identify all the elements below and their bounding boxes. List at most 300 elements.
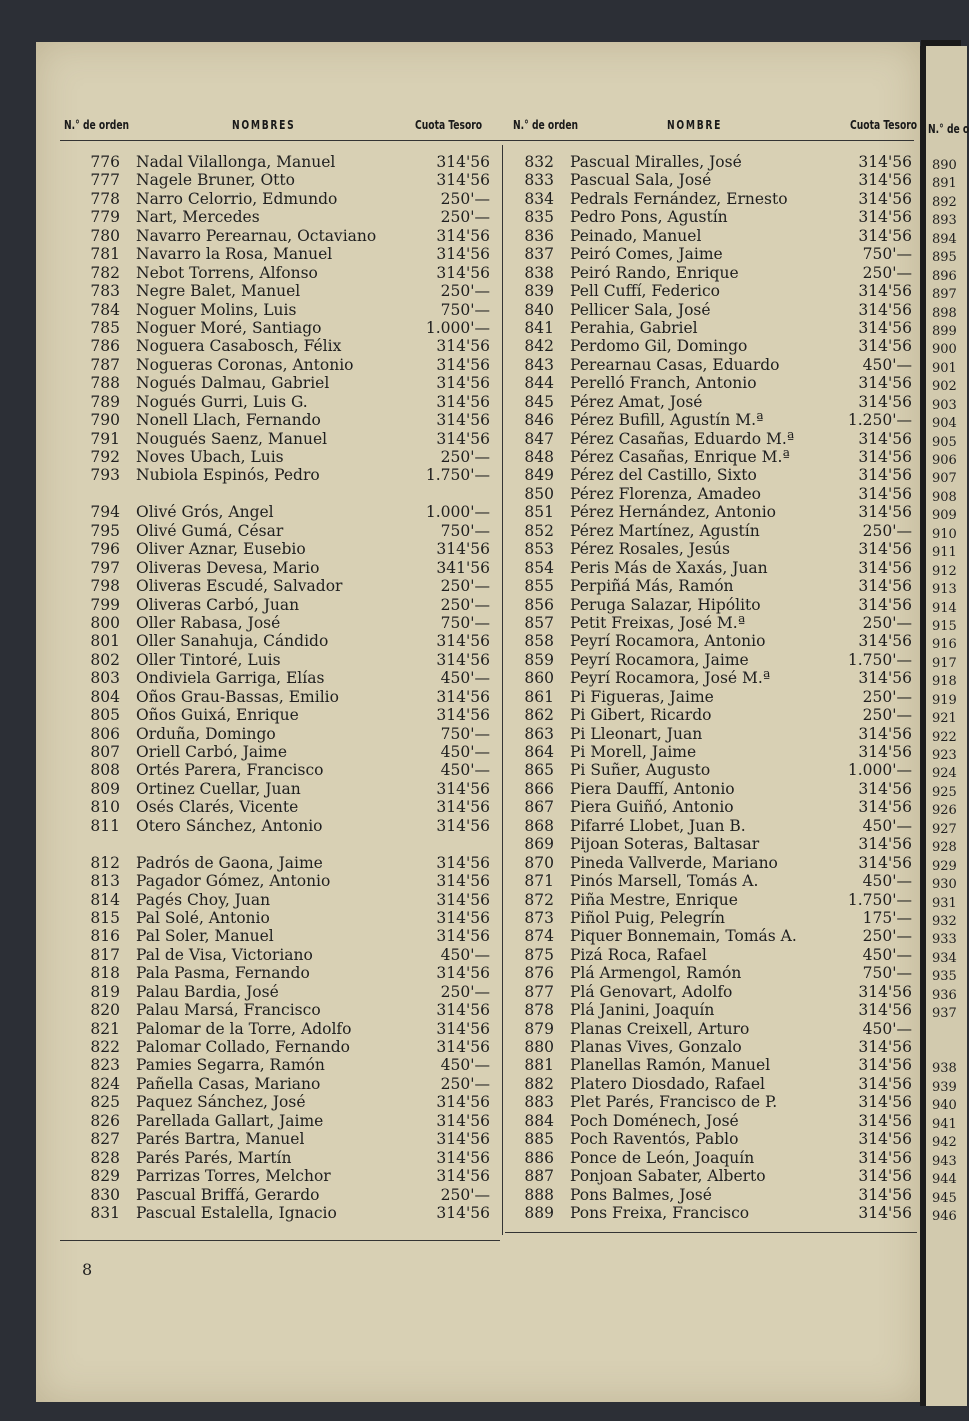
next-page-order-number: 896: [932, 268, 957, 284]
order-number: 881: [524, 1056, 554, 1075]
member-name: Noguera Casabosch, Félix: [136, 337, 342, 356]
next-page-order-number: 925: [932, 784, 957, 800]
order-number: 889: [524, 1203, 554, 1222]
member-name: Peiró Rando, Enrique: [570, 263, 739, 282]
member-name: Nonell Llach, Fernando: [136, 411, 321, 430]
member-name: Palomar Collado, Fernando: [136, 1038, 350, 1056]
next-page-order-number: 909: [932, 508, 957, 524]
member-name: Pijoan Soteras, Baltasar: [570, 835, 760, 854]
next-page-order-number: 914: [932, 600, 957, 616]
next-page-order-number: 940: [932, 1098, 957, 1114]
quota-amount: 314'56: [858, 189, 912, 208]
header-orden-right: N.° de orden: [513, 118, 579, 132]
member-name: Piña Mestre, Enrique: [570, 890, 738, 909]
next-page-order-number: 912: [932, 563, 957, 579]
quota-amount: 750'—: [440, 521, 490, 540]
member-name: Oller Tintoré, Luis: [136, 650, 281, 669]
quota-amount: 1.000'—: [847, 761, 912, 780]
order-number: 884: [524, 1111, 554, 1130]
header-cuota-right: Cuota Tesoro: [850, 118, 918, 132]
quota-amount: 450'—: [440, 1056, 490, 1075]
member-name: Pérez Casañas, Eduardo M.ª: [570, 429, 795, 448]
next-page-order-number: 904: [932, 416, 957, 432]
member-name: Nougués Saenz, Manuel: [136, 429, 328, 448]
member-name: Noves Ubach, Luis: [136, 448, 284, 466]
next-page-order-number: 937: [932, 1006, 957, 1022]
quota-amount: 314'56: [858, 558, 912, 577]
order-number: 840: [524, 300, 554, 319]
order-number: 857: [524, 613, 554, 632]
member-name: Planellas Ramón, Manuel: [570, 1056, 771, 1075]
quota-amount: 314'56: [858, 1203, 912, 1222]
order-number: 872: [524, 890, 554, 909]
order-number: 882: [524, 1074, 554, 1093]
member-name: Peyrí Rocamora, Antonio: [570, 632, 766, 651]
order-number: 819: [90, 982, 120, 1001]
quota-amount: 1.000'—: [425, 318, 490, 337]
member-name: Padrós de Gaona, Jaime: [136, 853, 323, 872]
footer-rule-left: [60, 1240, 500, 1241]
next-page-order-number: 908: [932, 489, 957, 505]
quota-amount: 1.750'—: [847, 890, 912, 909]
quota-amount: 450'—: [862, 355, 912, 374]
quota-amount: 314'56: [436, 263, 490, 282]
member-name: Pifarré Llobet, Juan B.: [570, 816, 746, 835]
order-number: 855: [524, 577, 554, 596]
member-name: Navarro la Rosa, Manuel: [136, 245, 333, 264]
quota-amount: 314'56: [436, 1111, 490, 1130]
order-number: 839: [524, 282, 554, 301]
order-number: 843: [524, 355, 554, 374]
quota-amount: 314'56: [858, 1038, 912, 1056]
quota-amount: 750'—: [862, 964, 912, 983]
next-page-order-number: 899: [932, 323, 957, 339]
member-name: Pérez Florenza, Amadeo: [570, 484, 762, 503]
order-number: 852: [524, 521, 554, 540]
order-number: 807: [90, 743, 120, 761]
member-name: Paquez Sánchez, José: [136, 1093, 306, 1112]
header-cuota-left: Cuota Tesoro: [415, 118, 483, 132]
member-name: Orduña, Domingo: [136, 724, 276, 743]
order-number: 847: [524, 429, 554, 448]
next-page-order-number: 905: [932, 434, 957, 450]
order-number: 779: [90, 208, 120, 227]
quota-amount: 314'56: [858, 743, 912, 761]
member-name: Osés Clarés, Vicente: [136, 798, 299, 817]
next-page-order-number: 933: [932, 932, 957, 948]
order-number: 810: [90, 798, 120, 817]
quota-amount: 314'56: [858, 835, 912, 854]
order-number: 799: [90, 595, 120, 614]
member-name: Perahia, Gabriel: [570, 318, 698, 337]
next-page-order-number: 895: [932, 250, 957, 266]
quota-amount: 314'56: [858, 300, 912, 319]
member-name: Olivé Gumá, César: [136, 521, 284, 540]
quota-amount: 314'56: [858, 503, 912, 522]
quota-amount: 1.250'—: [847, 411, 912, 430]
member-name: Perpiñá Más, Ramón: [570, 577, 734, 596]
member-name: Ponjoan Sabater, Alberto: [570, 1167, 766, 1186]
member-name: Peris Más de Xaxás, Juan: [570, 558, 768, 577]
quota-amount: 314'56: [436, 1001, 490, 1020]
member-name: Pellicer Sala, José: [570, 300, 711, 319]
order-number: 868: [524, 816, 554, 835]
member-name: Pala Pasma, Fernando: [136, 964, 310, 983]
order-number: 780: [90, 226, 120, 245]
order-number: 838: [524, 263, 554, 282]
order-number: 849: [524, 466, 554, 485]
quota-amount: 314'56: [436, 226, 490, 245]
next-page-order-number: 928: [932, 840, 957, 856]
next-page-order-number: 926: [932, 803, 957, 819]
member-name: Pinós Marsell, Tomás A.: [570, 872, 759, 891]
member-name: Negre Balet, Manuel: [136, 282, 301, 301]
order-number: 883: [524, 1093, 554, 1112]
order-number: 781: [90, 245, 120, 264]
order-number: 813: [90, 872, 120, 891]
quota-amount: 250'—: [440, 189, 490, 208]
order-number: 866: [524, 779, 554, 798]
member-name: Noguer Moré, Santiago: [136, 318, 322, 337]
next-page-order-number: 923: [932, 748, 957, 763]
order-number: 888: [524, 1185, 554, 1204]
order-number: 791: [90, 429, 120, 448]
order-number: 776: [90, 153, 120, 171]
member-name: Pérez Rosales, Jesús: [570, 540, 730, 559]
next-page-order-number: 945: [932, 1190, 957, 1206]
order-number: 800: [90, 613, 120, 632]
next-page-order-number: 915: [932, 618, 957, 634]
order-number: 828: [90, 1148, 120, 1167]
member-name: Pi Gibert, Ricardo: [570, 706, 712, 725]
quota-amount: 314'56: [436, 1093, 490, 1112]
quota-amount: 314'56: [436, 429, 490, 448]
quota-amount: 314'56: [436, 798, 490, 817]
quota-amount: 314'56: [858, 153, 912, 171]
next-page-order-number: 890: [932, 158, 957, 173]
order-number: 850: [524, 484, 554, 503]
member-name: Pascual Sala, José: [570, 171, 712, 190]
next-page-order-number: 903: [932, 397, 957, 413]
member-name: Ortés Parera, Francisco: [136, 761, 324, 780]
member-name: Poch Doménech, José: [570, 1111, 739, 1130]
quota-amount: 314'56: [436, 650, 490, 669]
quota-amount: 314'56: [436, 927, 490, 946]
member-name: Pérez Amat, José: [570, 392, 703, 411]
page-number: 8: [82, 1260, 93, 1279]
next-page-order-number: 907: [932, 471, 957, 487]
order-number: 858: [524, 632, 554, 651]
order-number: 783: [90, 282, 120, 301]
quota-amount: 314'56: [436, 890, 490, 909]
quota-amount: 314'56: [436, 1203, 490, 1222]
order-number: 867: [524, 798, 554, 817]
member-name: Nagele Bruner, Otto: [136, 171, 295, 190]
order-number: 835: [524, 208, 554, 227]
order-number: 832: [524, 153, 554, 171]
quota-amount: 250'—: [862, 521, 912, 540]
order-number: 854: [524, 558, 554, 577]
quota-amount: 250'—: [440, 1074, 490, 1093]
order-number: 863: [524, 724, 554, 743]
member-name: Oliveras Escudé, Salvador: [136, 577, 343, 596]
next-page-order-number: 946: [932, 1208, 957, 1224]
member-name: Plá Janini, Joaquín: [570, 1001, 715, 1020]
next-page-order-number: 927: [932, 821, 957, 837]
member-name: Perearnau Casas, Eduardo: [570, 355, 780, 374]
member-name: Oliveras Devesa, Mario: [136, 558, 320, 577]
member-name: Pi Suñer, Augusto: [570, 761, 711, 780]
header-nombres-left: NOMBRES: [232, 118, 296, 132]
member-name: Oller Sanahuja, Cándido: [136, 632, 329, 651]
quota-amount: 314'56: [858, 1185, 912, 1204]
order-number: 831: [90, 1203, 120, 1222]
quota-amount: 750'—: [862, 245, 912, 264]
order-number: 829: [90, 1167, 120, 1186]
quota-amount: 314'56: [858, 540, 912, 559]
member-name: Pañella Casas, Mariano: [136, 1074, 321, 1093]
quota-amount: 314'56: [858, 1001, 912, 1020]
next-page-order-number: 902: [932, 379, 957, 395]
next-page-order-number: 892: [932, 194, 957, 210]
member-name: Pell Cuffí, Federico: [570, 282, 720, 301]
member-name: Pérez del Castillo, Sixto: [570, 466, 757, 485]
quota-amount: 314'56: [858, 226, 912, 245]
member-name: Pal Solé, Antonio: [136, 908, 270, 927]
quota-amount: 1.750'—: [847, 650, 912, 669]
quota-amount: 314'56: [858, 1111, 912, 1130]
member-name: Oliveras Carbó, Juan: [136, 595, 300, 614]
quota-amount: 314'56: [858, 337, 912, 356]
member-name: Piñol Puig, Pelegrín: [570, 908, 726, 927]
order-number: 816: [90, 927, 120, 946]
next-page-order-number: 898: [932, 305, 957, 321]
quota-amount: 314'56: [436, 411, 490, 430]
next-page-order-number: 939: [932, 1079, 957, 1095]
order-number: 842: [524, 337, 554, 356]
header-rule: [60, 140, 914, 141]
member-name: Piquer Bonnemain, Tomás A.: [570, 927, 797, 946]
member-name: Olivé Grós, Angel: [136, 503, 274, 522]
order-number: 846: [524, 411, 554, 430]
member-name: Nebot Torrens, Alfonso: [136, 263, 318, 282]
order-number: 860: [524, 669, 554, 688]
quota-amount: 314'56: [858, 484, 912, 503]
member-name: Oller Rabasa, José: [136, 613, 281, 632]
next-page-order-number: 919: [932, 692, 957, 708]
order-number: 824: [90, 1074, 120, 1093]
quota-amount: 314'56: [436, 632, 490, 651]
quota-amount: 175'—: [862, 908, 912, 927]
quota-amount: 1.000'—: [425, 503, 490, 522]
next-page-order-number: 932: [932, 913, 957, 929]
order-number: 879: [524, 1019, 554, 1038]
quota-amount: 250'—: [440, 577, 490, 596]
order-number: 826: [90, 1111, 120, 1130]
order-number: 792: [90, 448, 120, 466]
member-name: Pi Figueras, Jaime: [570, 687, 714, 706]
member-name: Pérez Casañas, Enrique M.ª: [570, 448, 790, 466]
order-number: 841: [524, 318, 554, 337]
quota-amount: 314'56: [436, 1038, 490, 1056]
quota-amount: 314'56: [858, 1130, 912, 1149]
header-nombre-right: NOMBRE: [667, 118, 723, 132]
member-name: Pons Balmes, José: [570, 1185, 712, 1204]
next-page-order-number: 942: [932, 1135, 957, 1151]
member-name: Palau Marsá, Francisco: [136, 1001, 321, 1020]
member-name: Nart, Mercedes: [136, 208, 260, 227]
order-number: 785: [90, 318, 120, 337]
order-number: 880: [524, 1038, 554, 1056]
order-number: 806: [90, 724, 120, 743]
order-number: 887: [524, 1167, 554, 1186]
member-name: Plet Parés, Francisco de P.: [570, 1093, 778, 1112]
quota-amount: 314'56: [436, 171, 490, 190]
member-name: Pérez Hernández, Antonio: [570, 503, 777, 522]
order-number: 797: [90, 558, 120, 577]
quota-amount: 314'56: [858, 853, 912, 872]
member-name: Oños Grau-Bassas, Emilio: [136, 687, 339, 706]
order-number: 798: [90, 577, 120, 596]
next-page-order-number: 918: [932, 674, 957, 690]
member-name: Nogués Dalmau, Gabriel: [136, 374, 330, 393]
quota-amount: 341'56: [436, 558, 490, 577]
quota-amount: 314'56: [436, 779, 490, 798]
member-name: Peruga Salazar, Hipólito: [570, 595, 761, 614]
order-number: 777: [90, 171, 120, 190]
header-orden-left: N.° de orden: [64, 118, 130, 132]
member-name: Perdomo Gil, Domingo: [570, 337, 748, 356]
member-name: Pineda Vallverde, Mariano: [570, 853, 778, 872]
member-name: Pamies Segarra, Ramón: [136, 1056, 325, 1075]
order-number: 778: [90, 189, 120, 208]
quota-amount: 314'56: [858, 392, 912, 411]
order-number: 837: [524, 245, 554, 264]
member-name: Peyrí Rocamora, José M.ª: [570, 669, 771, 688]
order-number: 870: [524, 853, 554, 872]
member-name: Pérez Martínez, Agustín: [570, 521, 760, 540]
quota-amount: 750'—: [440, 300, 490, 319]
order-number: 820: [90, 1001, 120, 1020]
order-number: 862: [524, 706, 554, 725]
member-name: Pi Lleonart, Juan: [570, 724, 703, 743]
member-name: Nubiola Espinós, Pedro: [136, 466, 320, 485]
quota-amount: 314'56: [436, 337, 490, 356]
member-name: Pérez Bufill, Agustín M.ª: [570, 411, 764, 430]
quota-amount: 314'56: [858, 595, 912, 614]
member-name: Narro Celorrio, Edmundo: [136, 189, 338, 208]
quota-amount: 450'—: [440, 761, 490, 780]
order-number: 825: [90, 1093, 120, 1112]
quota-amount: 250'—: [862, 613, 912, 632]
quota-amount: 314'56: [858, 171, 912, 190]
order-number: 793: [90, 466, 120, 485]
member-name: Nogués Gurri, Luis G.: [136, 392, 308, 411]
next-page-order-number: 934: [932, 950, 957, 966]
order-number: 827: [90, 1130, 120, 1149]
next-page-order-number: 936: [932, 987, 957, 1003]
next-page-order-number: 911: [932, 545, 957, 561]
member-name: Pedro Pons, Agustín: [570, 208, 728, 227]
next-page-order-number: 941: [932, 1116, 957, 1132]
order-number: 836: [524, 226, 554, 245]
member-name: Pagador Gómez, Antonio: [136, 872, 331, 891]
quota-amount: 314'56: [436, 1019, 490, 1038]
quota-amount: 314'56: [858, 1148, 912, 1167]
quota-amount: 314'56: [858, 1167, 912, 1186]
quota-amount: 250'—: [440, 448, 490, 466]
order-number: 833: [524, 171, 554, 190]
order-number: 805: [90, 706, 120, 725]
order-number: 875: [524, 945, 554, 964]
member-name: Nadal Vilallonga, Manuel: [136, 153, 336, 171]
next-page-order-number: 913: [932, 582, 957, 598]
quota-amount: 314'56: [436, 245, 490, 264]
quota-amount: 250'—: [862, 927, 912, 946]
member-name: Nogueras Coronas, Antonio: [136, 355, 354, 374]
quota-amount: 314'56: [436, 816, 490, 835]
quota-amount: 314'56: [858, 724, 912, 743]
order-number: 886: [524, 1148, 554, 1167]
member-name: Pizá Roca, Rafael: [570, 945, 707, 964]
next-page-order-number: 897: [932, 287, 957, 303]
quota-amount: 314'56: [858, 466, 912, 485]
member-name: Peinado, Manuel: [570, 226, 702, 245]
quota-amount: 450'—: [440, 743, 490, 761]
quota-amount: 250'—: [440, 282, 490, 301]
order-number: 795: [90, 521, 120, 540]
order-number: 856: [524, 595, 554, 614]
order-number: 834: [524, 189, 554, 208]
member-name: Peyrí Rocamora, Jaime: [570, 650, 749, 669]
order-number: 789: [90, 392, 120, 411]
member-name: Navarro Perearnau, Octaviano: [136, 226, 377, 245]
member-name: Palau Bardia, José: [136, 982, 279, 1001]
member-name: Plá Armengol, Ramón: [570, 964, 742, 983]
order-number: 859: [524, 650, 554, 669]
order-number: 871: [524, 872, 554, 891]
quota-amount: 314'56: [858, 798, 912, 817]
quota-amount: 250'—: [440, 982, 490, 1001]
quota-amount: 450'—: [440, 669, 490, 688]
order-number: 822: [90, 1038, 120, 1056]
next-page-order-number: 931: [932, 895, 957, 911]
member-name: Oriell Carbó, Jaime: [136, 743, 287, 761]
quota-amount: 450'—: [440, 945, 490, 964]
order-number: 794: [90, 503, 120, 522]
order-number: 821: [90, 1019, 120, 1038]
next-page-order-number: 929: [932, 858, 957, 874]
order-number: 861: [524, 687, 554, 706]
member-name: Parés Bartra, Manuel: [136, 1130, 305, 1149]
quota-amount: 314'56: [436, 153, 490, 171]
next-page-edge: [920, 46, 967, 1406]
quota-amount: 314'56: [436, 872, 490, 891]
quota-amount: 314'56: [436, 374, 490, 393]
next-page-numbers: [932, 157, 957, 1226]
next-page-order-number: 901: [932, 360, 957, 376]
member-name: Pons Freixa, Francisco: [570, 1203, 750, 1222]
member-name: Otero Sánchez, Antonio: [136, 816, 323, 835]
order-number: 815: [90, 908, 120, 927]
order-number: 878: [524, 1001, 554, 1020]
quota-amount: 314'56: [858, 577, 912, 596]
order-number: 801: [90, 632, 120, 651]
order-number: 804: [90, 687, 120, 706]
order-number: 788: [90, 374, 120, 393]
quota-amount: 314'56: [436, 853, 490, 872]
order-number: 873: [524, 908, 554, 927]
